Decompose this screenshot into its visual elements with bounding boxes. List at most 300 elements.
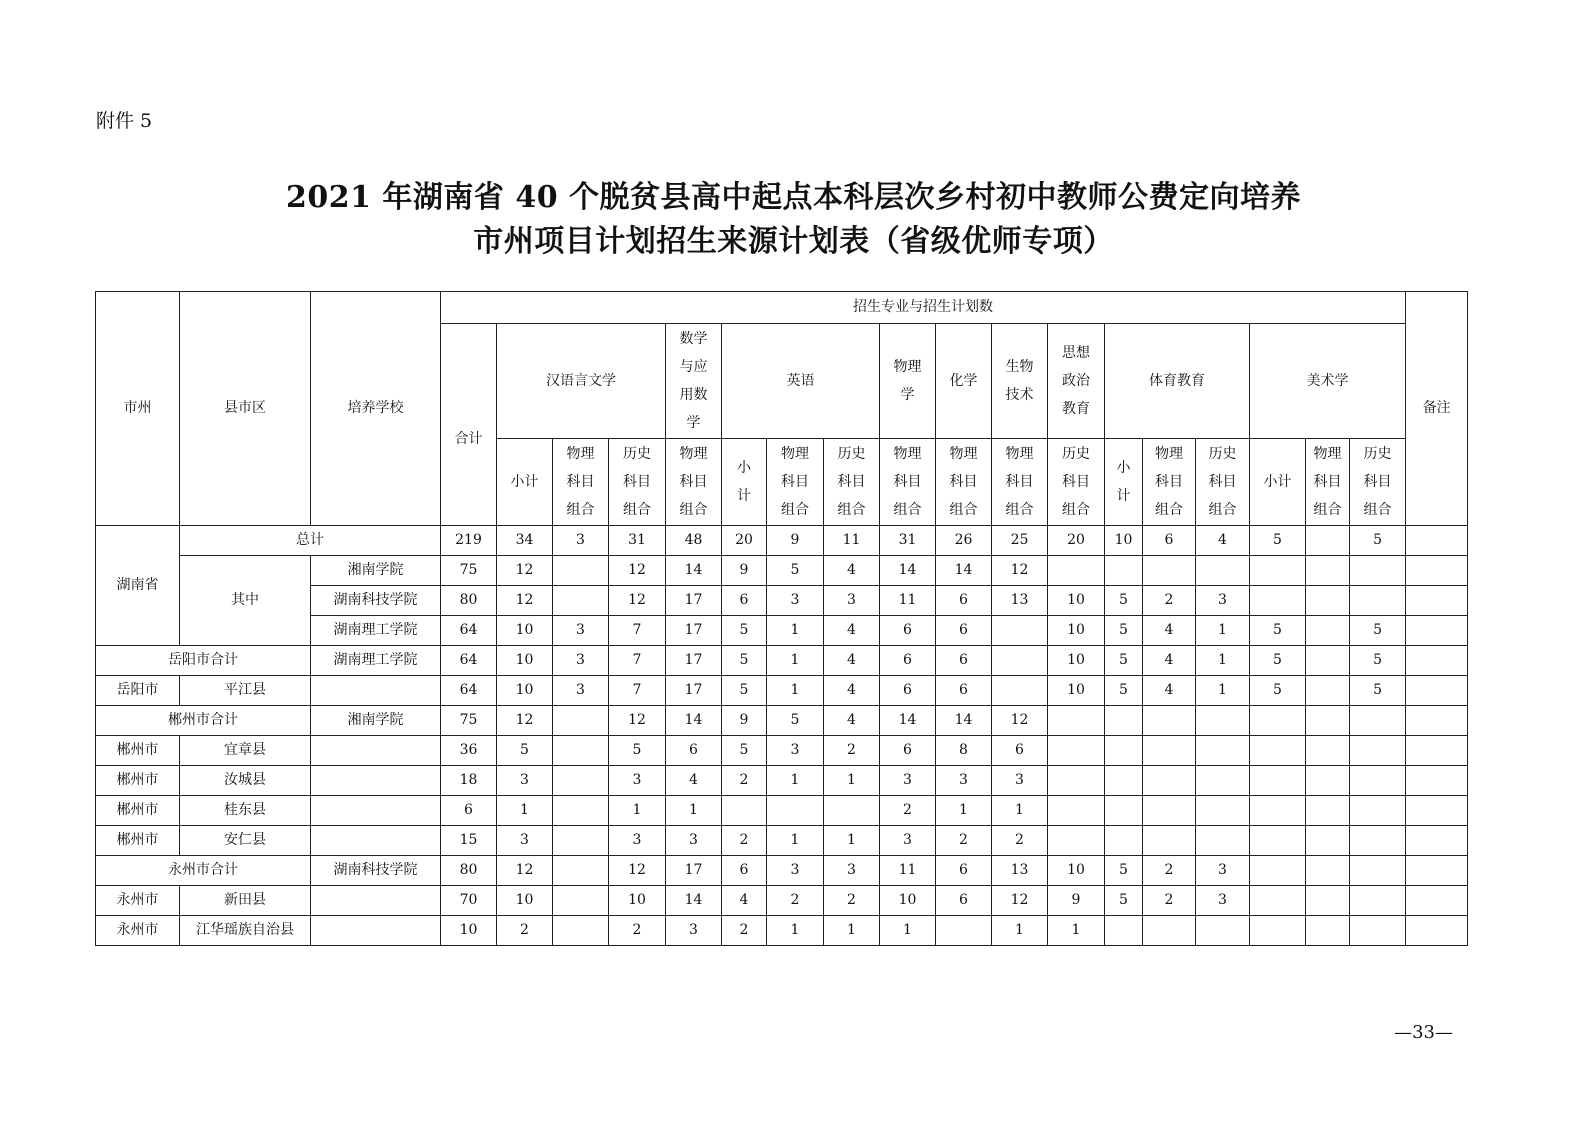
cell-school: 湘南学院 <box>311 556 441 586</box>
cell-remark <box>1406 706 1468 736</box>
cell-value: 2 <box>497 916 553 946</box>
cell-value: 3 <box>666 826 722 856</box>
cell-remark <box>1406 736 1468 766</box>
cell-value: 6 <box>666 736 722 766</box>
cell-value: 5 <box>722 676 767 706</box>
cell-value: 3 <box>992 766 1048 796</box>
header-total: 合计 <box>441 324 497 526</box>
cell-value: 64 <box>441 616 497 646</box>
cell-value: 2 <box>1143 586 1196 616</box>
cell-value: 6 <box>880 736 936 766</box>
cell-remark <box>1406 796 1468 826</box>
sub-english-phys: 物理科目组合 <box>767 439 824 526</box>
cell-value <box>1306 556 1350 586</box>
cell-school <box>311 886 441 916</box>
table-row <box>96 676 1468 706</box>
cell-value <box>553 586 609 616</box>
cell-value <box>1105 916 1143 946</box>
table-row <box>96 826 1468 856</box>
cell-value: 10 <box>497 616 553 646</box>
cell-remark <box>1406 556 1468 586</box>
cell-value: 3 <box>824 856 880 886</box>
cell-value: 12 <box>497 586 553 616</box>
cell-value: 10 <box>1048 676 1105 706</box>
cell-school: 湖南科技学院 <box>311 856 441 886</box>
cell-value <box>1105 796 1143 826</box>
cell-value <box>553 556 609 586</box>
cell-value: 10 <box>609 886 666 916</box>
cell-remark <box>1406 586 1468 616</box>
cell-value: 2 <box>1143 886 1196 916</box>
cell-value: 12 <box>992 886 1048 916</box>
cell-value: 1 <box>1196 646 1250 676</box>
cell-value <box>1306 646 1350 676</box>
cell-value <box>1196 826 1250 856</box>
sub-english-hist: 历史科目组合 <box>824 439 880 526</box>
cell-value: 2 <box>767 886 824 916</box>
document-title-line1: 2021 年湖南省 40 个脱贫县高中起点本科层次乡村初中教师公费定向培养 <box>285 180 1302 215</box>
cell-value: 34 <box>497 526 553 556</box>
cell-value <box>1143 766 1196 796</box>
table-row <box>96 706 1468 736</box>
table-row <box>96 856 1468 886</box>
cell-value: 1 <box>767 616 824 646</box>
cell-value: 5 <box>1105 856 1143 886</box>
cell-school: 湖南科技学院 <box>311 586 441 616</box>
cell-value: 14 <box>880 706 936 736</box>
cell-value: 3 <box>1196 856 1250 886</box>
cell-value: 20 <box>1048 526 1105 556</box>
cell-value: 12 <box>992 706 1048 736</box>
cell-value: 6 <box>992 736 1048 766</box>
cell-value: 12 <box>992 556 1048 586</box>
cell-value <box>1250 826 1306 856</box>
cell-remark <box>1406 856 1468 886</box>
cell-value: 14 <box>936 556 992 586</box>
cell-value: 1 <box>824 826 880 856</box>
cell-city: 永州市 <box>96 916 180 946</box>
cell-value <box>1350 796 1406 826</box>
cell-value: 3 <box>497 766 553 796</box>
cell-value: 70 <box>441 886 497 916</box>
cell-value: 3 <box>666 916 722 946</box>
table-row <box>96 766 1468 796</box>
header-remark: 备注 <box>1406 292 1468 526</box>
cell-value: 2 <box>936 826 992 856</box>
cell-county: 桂东县 <box>180 796 311 826</box>
cell-value <box>1143 706 1196 736</box>
cell-value <box>1196 796 1250 826</box>
cell-value: 5 <box>1250 616 1306 646</box>
cell-value <box>1196 556 1250 586</box>
sub-chinese-subtotal: 小计 <box>497 439 553 526</box>
cell-value <box>1306 766 1350 796</box>
header-chemistry: 化学 <box>936 324 992 439</box>
cell-value: 4 <box>1143 676 1196 706</box>
cell-value: 5 <box>1350 616 1406 646</box>
cell-value: 6 <box>936 586 992 616</box>
cell-value: 5 <box>1105 616 1143 646</box>
cell-value: 5 <box>1105 586 1143 616</box>
header-english: 英语 <box>722 324 880 439</box>
table-row <box>96 886 1468 916</box>
cell-value: 10 <box>497 886 553 916</box>
cell-value: 48 <box>666 526 722 556</box>
cell-value <box>1048 706 1105 736</box>
cell-value: 12 <box>609 556 666 586</box>
sub-pe-phys: 物理科目组合 <box>1143 439 1196 526</box>
cell-value: 1 <box>824 916 880 946</box>
cell-value: 17 <box>666 856 722 886</box>
cell-value <box>1143 826 1196 856</box>
cell-value: 10 <box>497 646 553 676</box>
cell-value <box>1250 856 1306 886</box>
cell-county: 汝城县 <box>180 766 311 796</box>
cell-value: 3 <box>609 766 666 796</box>
cell-value: 5 <box>1250 526 1306 556</box>
attachment-label: 附件 5 <box>96 110 153 132</box>
cell-value: 5 <box>1350 646 1406 676</box>
cell-value: 2 <box>880 796 936 826</box>
cell-value: 3 <box>553 526 609 556</box>
header-physics: 物理学 <box>880 324 936 439</box>
cell-value: 5 <box>1350 526 1406 556</box>
cell-value: 1 <box>767 676 824 706</box>
cell-value <box>992 616 1048 646</box>
cell-value: 6 <box>936 886 992 916</box>
cell-value: 9 <box>767 526 824 556</box>
cell-value <box>1048 556 1105 586</box>
cell-value: 4 <box>824 616 880 646</box>
cell-value: 12 <box>609 856 666 886</box>
cell-value: 10 <box>1105 526 1143 556</box>
table-row <box>96 736 1468 766</box>
cell-value: 15 <box>441 826 497 856</box>
cell-value <box>936 916 992 946</box>
header-math: 数学与应用数学 <box>666 324 722 439</box>
cell-value: 1 <box>767 766 824 796</box>
cell-value: 5 <box>1105 886 1143 916</box>
sub-chinese-hist: 历史科目组合 <box>609 439 666 526</box>
cell-value <box>1350 556 1406 586</box>
cell-value: 1 <box>1196 616 1250 646</box>
cell-value: 4 <box>722 886 767 916</box>
cell-value: 6 <box>722 856 767 886</box>
cell-value <box>1196 766 1250 796</box>
cell-value: 2 <box>992 826 1048 856</box>
cell-value <box>1196 706 1250 736</box>
cell-value: 75 <box>441 556 497 586</box>
sub-math-phys: 物理科目组合 <box>666 439 722 526</box>
sub-art-subtotal: 小计 <box>1250 439 1306 526</box>
cell-value <box>1306 526 1350 556</box>
cell-value: 6 <box>722 586 767 616</box>
header-county: 县市区 <box>180 292 311 526</box>
cell-value <box>1250 796 1306 826</box>
cell-value <box>1306 796 1350 826</box>
cell-value: 12 <box>497 706 553 736</box>
sub-pe-hist: 历史科目组合 <box>1196 439 1250 526</box>
cell-value: 6 <box>936 676 992 706</box>
cell-value: 5 <box>722 616 767 646</box>
cell-value: 18 <box>441 766 497 796</box>
cell-school <box>311 796 441 826</box>
cell-value <box>992 646 1048 676</box>
cell-city: 郴州市 <box>96 736 180 766</box>
cell-value: 9 <box>722 706 767 736</box>
cell-value <box>553 766 609 796</box>
cell-value: 7 <box>609 616 666 646</box>
cell-value: 11 <box>880 856 936 886</box>
cell-value <box>1306 586 1350 616</box>
cell-value: 6 <box>1143 526 1196 556</box>
document-title-line2: 市州项目计划招生来源计划表（省级优师专项） <box>473 224 1114 259</box>
page-number: —33— <box>1394 1022 1453 1043</box>
header-politics: 思想政治教育 <box>1048 324 1105 439</box>
cell-value: 14 <box>666 706 722 736</box>
cell-value: 5 <box>1250 676 1306 706</box>
cell-value: 1 <box>609 796 666 826</box>
cell-value <box>1143 916 1196 946</box>
cell-value: 8 <box>936 736 992 766</box>
cell-value: 5 <box>497 736 553 766</box>
cell-value <box>1306 886 1350 916</box>
cell-school: 湖南理工学院 <box>311 646 441 676</box>
cell-value <box>1350 856 1406 886</box>
header-major-group: 招生专业与招生计划数 <box>441 292 1406 324</box>
cell-value: 17 <box>666 586 722 616</box>
cell-value: 20 <box>722 526 767 556</box>
cell-value: 10 <box>1048 616 1105 646</box>
table-row <box>96 646 1468 676</box>
cell-value <box>1350 706 1406 736</box>
cell-value: 75 <box>441 706 497 736</box>
cell-value: 3 <box>497 826 553 856</box>
cell-value <box>1306 736 1350 766</box>
cell-value: 1 <box>992 916 1048 946</box>
sub-pe-subtotal: 小计 <box>1105 439 1143 526</box>
cell-value: 64 <box>441 646 497 676</box>
cell-value: 31 <box>880 526 936 556</box>
table-row <box>96 526 1468 556</box>
cell-city-total: 岳阳市合计 <box>96 646 311 676</box>
cell-city: 郴州市 <box>96 796 180 826</box>
cell-value: 3 <box>553 676 609 706</box>
header-school: 培养学校 <box>311 292 441 526</box>
cell-remark <box>1406 646 1468 676</box>
cell-school <box>311 916 441 946</box>
cell-county: 安仁县 <box>180 826 311 856</box>
cell-value <box>1105 556 1143 586</box>
cell-value: 3 <box>824 586 880 616</box>
cell-value: 1 <box>1048 916 1105 946</box>
cell-value: 4 <box>1143 646 1196 676</box>
cell-value <box>1250 886 1306 916</box>
cell-value: 6 <box>880 676 936 706</box>
cell-value: 2 <box>1143 856 1196 886</box>
cell-value: 1 <box>767 916 824 946</box>
cell-value: 11 <box>824 526 880 556</box>
cell-value: 64 <box>441 676 497 706</box>
cell-value: 4 <box>1196 526 1250 556</box>
cell-value <box>992 676 1048 706</box>
header-city: 市州 <box>96 292 180 526</box>
cell-value: 17 <box>666 616 722 646</box>
cell-value: 14 <box>936 706 992 736</box>
cell-value <box>1143 796 1196 826</box>
cell-value: 4 <box>824 556 880 586</box>
cell-value: 14 <box>880 556 936 586</box>
cell-value: 3 <box>609 826 666 856</box>
cell-value <box>553 856 609 886</box>
cell-city: 岳阳市 <box>96 676 180 706</box>
cell-value: 5 <box>767 556 824 586</box>
cell-value: 12 <box>609 706 666 736</box>
cell-value: 9 <box>722 556 767 586</box>
cell-value: 14 <box>666 556 722 586</box>
cell-value: 6 <box>441 796 497 826</box>
cell-county: 江华瑶族自治县 <box>180 916 311 946</box>
cell-value: 4 <box>824 706 880 736</box>
cell-value: 11 <box>880 586 936 616</box>
cell-remark <box>1406 826 1468 856</box>
cell-value: 5 <box>722 736 767 766</box>
cell-value <box>1048 736 1105 766</box>
cell-value <box>553 706 609 736</box>
cell-value: 80 <box>441 586 497 616</box>
table-row <box>96 916 1468 946</box>
cell-value: 10 <box>1048 646 1105 676</box>
cell-value: 10 <box>1048 856 1105 886</box>
cell-remark <box>1406 676 1468 706</box>
cell-value: 3 <box>1196 586 1250 616</box>
cell-value: 13 <box>992 586 1048 616</box>
cell-value: 1 <box>1196 676 1250 706</box>
cell-county: 宜章县 <box>180 736 311 766</box>
cell-value: 1 <box>936 796 992 826</box>
cell-value <box>1306 856 1350 886</box>
cell-value <box>553 826 609 856</box>
cell-value: 7 <box>609 676 666 706</box>
sub-english-subtotal: 小计 <box>722 439 767 526</box>
cell-value <box>1350 886 1406 916</box>
cell-school <box>311 676 441 706</box>
cell-value <box>1048 826 1105 856</box>
cell-value <box>1350 736 1406 766</box>
cell-value: 6 <box>936 856 992 886</box>
cell-value: 5 <box>1105 646 1143 676</box>
cell-value <box>1250 556 1306 586</box>
cell-value: 3 <box>553 646 609 676</box>
cell-value: 17 <box>666 676 722 706</box>
cell-value: 10 <box>880 886 936 916</box>
cell-value: 3 <box>1196 886 1250 916</box>
cell-remark <box>1406 526 1468 556</box>
sub-art-phys: 物理科目组合 <box>1306 439 1350 526</box>
cell-value: 80 <box>441 856 497 886</box>
cell-city: 湖南省 <box>96 526 180 646</box>
cell-value <box>722 796 767 826</box>
cell-value: 1 <box>666 796 722 826</box>
cell-value: 5 <box>1350 676 1406 706</box>
cell-value: 17 <box>666 646 722 676</box>
sub-physics-phys: 物理科目组合 <box>880 439 936 526</box>
cell-value: 3 <box>767 736 824 766</box>
cell-value: 10 <box>497 676 553 706</box>
cell-value <box>1250 706 1306 736</box>
cell-value: 2 <box>824 736 880 766</box>
cell-value: 5 <box>1250 646 1306 676</box>
cell-value <box>767 796 824 826</box>
cell-value: 2 <box>722 916 767 946</box>
sub-chinese-phys: 物理科目组合 <box>553 439 609 526</box>
cell-value: 12 <box>497 556 553 586</box>
cell-value: 2 <box>722 826 767 856</box>
cell-remark <box>1406 886 1468 916</box>
cell-value <box>1196 736 1250 766</box>
cell-school <box>311 766 441 796</box>
cell-value <box>1350 586 1406 616</box>
cell-value <box>1143 736 1196 766</box>
cell-value <box>1048 766 1105 796</box>
cell-value: 14 <box>666 886 722 916</box>
cell-value <box>1196 916 1250 946</box>
cell-value <box>1306 916 1350 946</box>
cell-value <box>1306 706 1350 736</box>
header-chinese: 汉语言文学 <box>497 324 666 439</box>
cell-value: 5 <box>609 736 666 766</box>
cell-value <box>1048 796 1105 826</box>
cell-value <box>1250 586 1306 616</box>
cell-value: 5 <box>1105 676 1143 706</box>
cell-value: 3 <box>936 766 992 796</box>
cell-value <box>1250 736 1306 766</box>
cell-value: 6 <box>936 616 992 646</box>
cell-value <box>1105 706 1143 736</box>
cell-city-total: 永州市合计 <box>96 856 311 886</box>
cell-value <box>1350 916 1406 946</box>
cell-value: 3 <box>767 856 824 886</box>
table-row <box>96 556 1468 586</box>
cell-school <box>311 826 441 856</box>
cell-value: 1 <box>767 646 824 676</box>
cell-remark <box>1406 916 1468 946</box>
cell-value <box>1250 766 1306 796</box>
cell-value: 2 <box>722 766 767 796</box>
header-pe: 体育教育 <box>1105 324 1250 439</box>
enrollment-plan-table <box>95 291 1468 946</box>
cell-value <box>1306 676 1350 706</box>
cell-value: 3 <box>880 826 936 856</box>
cell-value: 36 <box>441 736 497 766</box>
sub-art-hist: 历史科目组合 <box>1350 439 1406 526</box>
cell-value: 4 <box>666 766 722 796</box>
cell-value: 4 <box>1143 616 1196 646</box>
cell-value: 10 <box>1048 586 1105 616</box>
cell-value: 9 <box>1048 886 1105 916</box>
cell-value <box>553 886 609 916</box>
cell-value: 2 <box>824 886 880 916</box>
cell-value <box>1250 916 1306 946</box>
cell-value: 13 <box>992 856 1048 886</box>
cell-value <box>1105 736 1143 766</box>
cell-city: 郴州市 <box>96 766 180 796</box>
cell-value: 3 <box>553 616 609 646</box>
cell-value <box>1306 826 1350 856</box>
header-art: 美术学 <box>1250 324 1406 439</box>
sub-biology-phys: 物理科目组合 <box>992 439 1048 526</box>
cell-value <box>1350 766 1406 796</box>
